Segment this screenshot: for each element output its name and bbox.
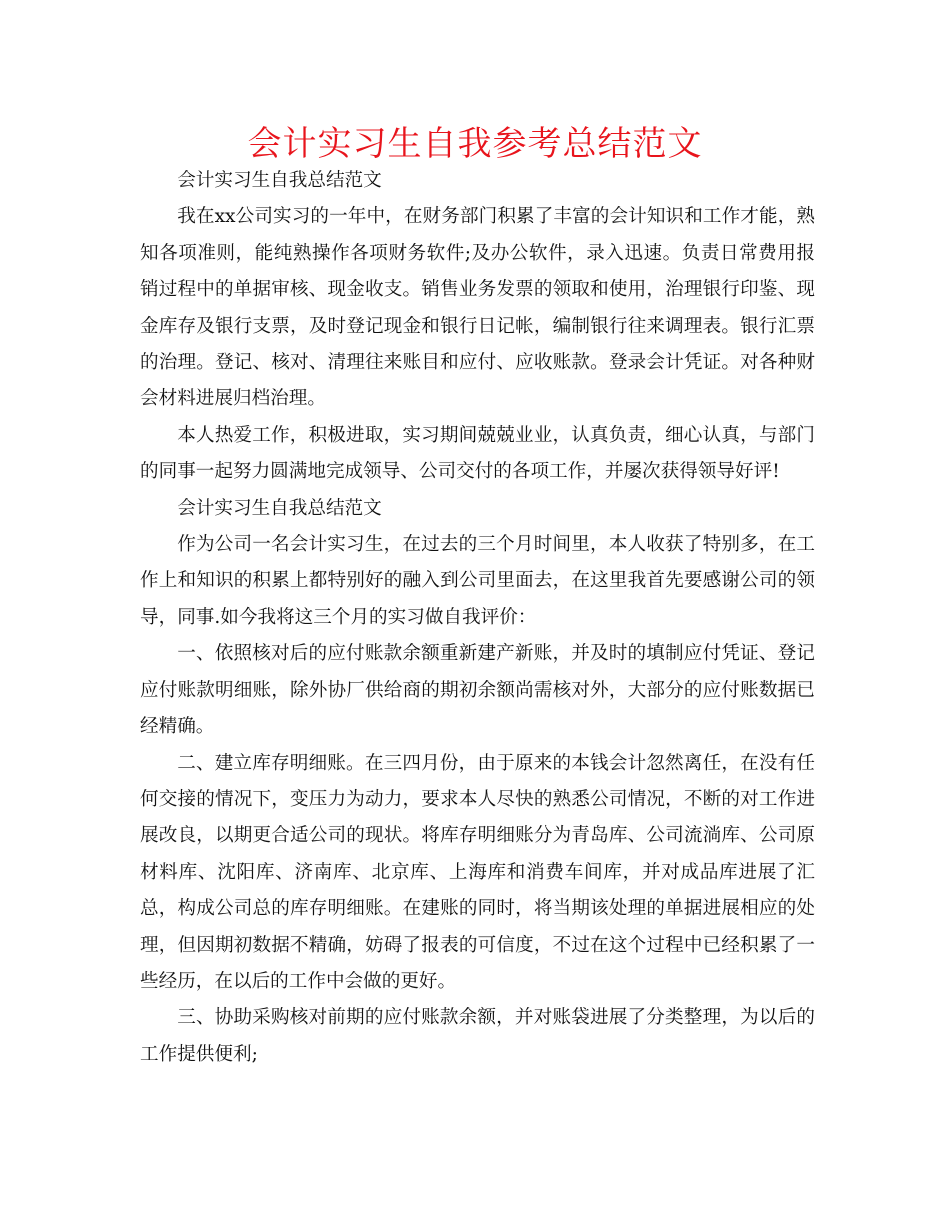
document-title: 会计实习生自我参考总结范文: [247, 124, 703, 164]
document-body: [140, 163, 815, 1073]
paragraph: 作为公司一名会计实习生，在过去的三个月时间里，本人收获了特别多，在工作上和知识的积累上都特别好的融入到公司里面去，在这里我首先要感谢公司的领导，同事.如今我将这三个月的实习做自我评价：: [140, 534, 815, 628]
paragraph: 三、协助采购核对前期的应付账款余额，并对账袋进展了分类整理，为以后的工作提供便利;: [140, 1007, 815, 1065]
paragraph: 二、建立库存明细账。在三四月份，由于原来的本钱会计忽然离任，在没有任何交接的情况下，变压力为动力，要求本人尽快的熟悉公司情况，不断的对工作进展改良，以期更合适公司的现状。将库存明细账分为青岛库、公司流淌库、公司原材料库、沈阳库、济南库、北京库、上海库和消费车间库，并对成品库进展了汇总，构成公司总的库存明细账。在建账的同时，将当期该处理的单据进展相应的处理，但因期初数据不精确，妨碍了报表的可信度，不过在这个过程中已经积累了一些经历，在以后的工作中会做的更好。: [140, 752, 815, 992]
paragraph-subtitle-2: 会计实习生自我总结范文: [177, 497, 382, 519]
paragraph: 本人热爱工作，积极进取，实习期间兢兢业业，认真负责，细心认真，与部门的同事一起努力圆满地完成领导、公司交付的各项工作，并屡次获得领导好评!: [140, 424, 815, 483]
paragraph: 一、依照核对后的应付账款余额重新建产新账，并及时的填制应付凭证、登记应付账款明细账，除外协厂供给商的期初余额尚需核对外，大部分的应付账数据已经精确。: [140, 643, 815, 738]
paragraph-subtitle-1: 会计实习生自我总结范文: [177, 170, 382, 191]
paragraph: 我在xx公司实习的一年中，在财务部门积累了丰富的会计知识和工作才能，熟知各项准则，能纯熟操作各项财务软件;及办公软件，录入迅速。负责日常费用报销过程中的单据审核、现金收支。销售业务发票的领取和使用，治理银行印鉴、现金库存及银行支票，及时登记现金和银行日记帐，编制银行往来调理表。银行汇票的治理。登记、核对、清理往来账目和应付、应收账款。登录会计凭证。对各种财会材料进展归档治理。: [140, 206, 815, 410]
